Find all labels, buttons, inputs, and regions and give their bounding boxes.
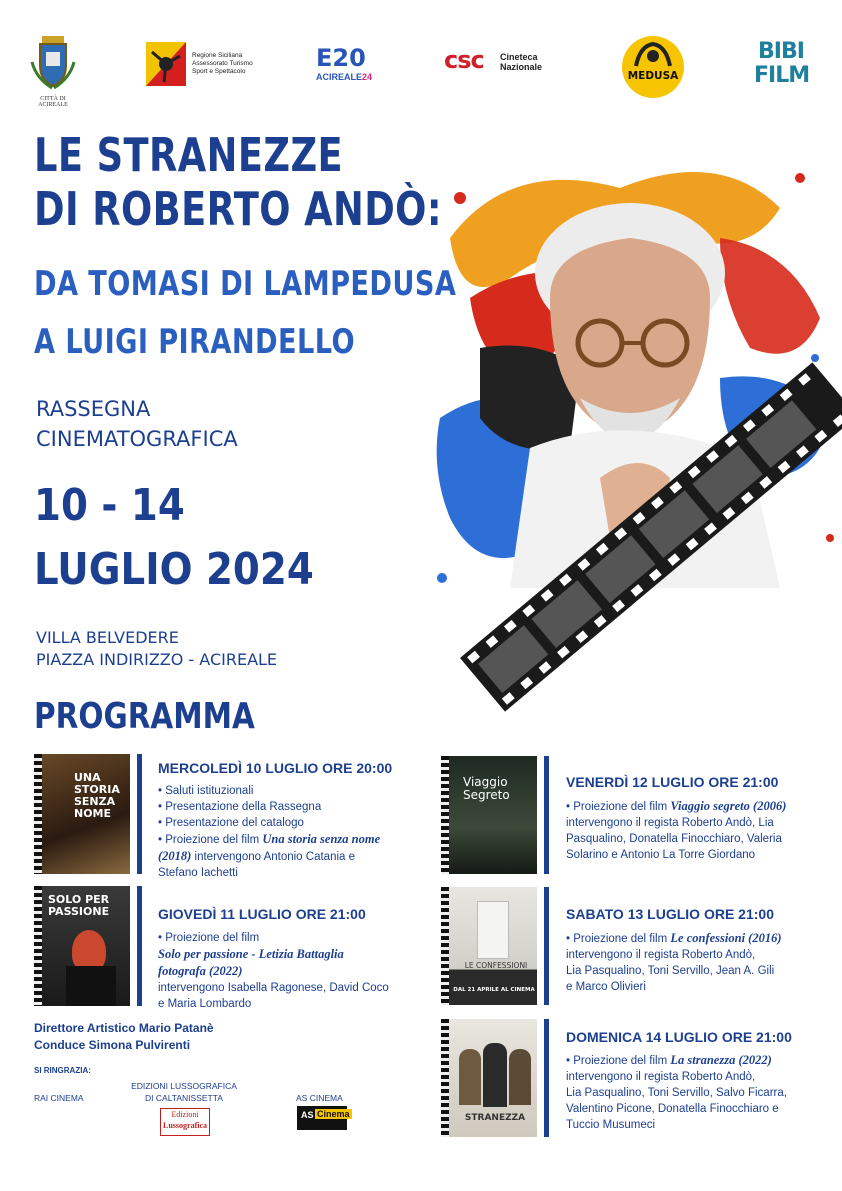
fri-pre: • Proiezione del film bbox=[566, 801, 671, 813]
thanks-edizioni-line-1: EDIZIONI LUSSOGRAFICA bbox=[131, 1081, 237, 1091]
thu-guests-2: e Maria Lombardo bbox=[158, 998, 252, 1010]
venue-line-2: PIAZZA INDIRIZZO - ACIREALE bbox=[36, 650, 278, 669]
poster-viaggio-segreto bbox=[441, 756, 537, 874]
wed-item-3: • Presentazione del catalogo bbox=[158, 817, 304, 829]
thu-item-1: • Proiezione del film bbox=[158, 932, 260, 944]
edizioni-logo-line-2: Lussografica bbox=[163, 1121, 207, 1130]
city-caption: CITTÀ DI ACIREALE bbox=[38, 96, 68, 108]
csc-logo bbox=[444, 46, 556, 80]
e20-logo bbox=[314, 44, 378, 88]
artistic-director: Direttore Artistico Mario Patanè bbox=[34, 1021, 214, 1035]
sun-guests-2: Lia Pasqualino, Toni Servillo, Salvo Ficarra, bbox=[566, 1087, 787, 1099]
poster-una-storia bbox=[34, 754, 130, 874]
event-body-sun bbox=[566, 1052, 826, 1133]
wed-film-title: Una storia senza nome bbox=[262, 832, 381, 846]
poster-title-una-storia: UNA STORIA SENZA NOME bbox=[74, 771, 120, 820]
wed-item-2: • Presentazione della Rassegna bbox=[158, 801, 322, 813]
event-heading-wed: MERCOLEDÌ 10 LUGLIO ORE 20:00 bbox=[158, 760, 393, 776]
event-heading-thu: GIOVEDÌ 11 LUGLIO ORE 21:00 bbox=[158, 906, 366, 922]
e20-sub: ACIREALE bbox=[316, 72, 363, 82]
venue-line-1: VILLA BELVEDERE bbox=[36, 628, 179, 647]
venue bbox=[36, 627, 277, 671]
poster-title-solo: SOLO PER PASSIONE bbox=[48, 893, 110, 918]
event-bar-sat bbox=[544, 887, 549, 1005]
credits bbox=[34, 1020, 214, 1054]
as-logo-text: AS bbox=[301, 1110, 314, 1120]
thu-film-line-2: fotografa (2022) bbox=[158, 964, 243, 978]
edizioni-logo-line-1: Edizioni bbox=[171, 1110, 199, 1119]
medusa-logo bbox=[622, 36, 684, 98]
poster-banner-confessioni: DAL 21 APRILE AL CINEMA bbox=[453, 987, 535, 993]
poster-title-stranezza: STRANEZZA bbox=[464, 1113, 526, 1123]
event-bar-fri bbox=[544, 756, 549, 874]
poster-title-viaggio: Viaggio Segreto bbox=[463, 775, 510, 802]
wed-item-4-end: Stefano Iachetti bbox=[158, 867, 238, 879]
event-bar-wed bbox=[137, 754, 142, 874]
sat-guests-2: Lia Pasqualino, Toni Servillo, Jean A. Gili bbox=[566, 965, 775, 977]
sun-pre: • Proiezione del film bbox=[566, 1055, 671, 1067]
region-line-3: Sport e Spettacolo bbox=[192, 68, 246, 75]
thanks-edizioni bbox=[120, 1080, 248, 1104]
logo-bar bbox=[0, 28, 842, 108]
as-logo-cinema: Cinema bbox=[317, 1109, 350, 1119]
portrait-artwork bbox=[420, 118, 842, 718]
thu-film-line-1: Solo per passione - Letizia Battaglia bbox=[158, 947, 344, 961]
poster-la-stranezza bbox=[441, 1019, 537, 1137]
e20-main: E20 bbox=[316, 44, 366, 72]
subtitle-line-2: CINEMATOGRAFICA bbox=[36, 427, 238, 451]
wed-film-year: (2018) bbox=[158, 849, 192, 863]
bibi-film-logo bbox=[754, 40, 808, 94]
as-cinema-logo bbox=[297, 1106, 350, 1130]
subtitle-line-1: RASSEGNA bbox=[36, 397, 151, 421]
poster-title-confessioni: LE CONFESSIONI bbox=[464, 961, 528, 970]
sun-guests-4: Tuccio Musumeci bbox=[566, 1119, 656, 1131]
csc-line-2: Nazionale bbox=[500, 62, 543, 72]
region-logo bbox=[146, 42, 256, 90]
event-body-wed bbox=[158, 783, 418, 881]
sun-guests-1: intervengono il regista Roberto Andò, bbox=[566, 1071, 756, 1083]
title-line-4: A LUIGI PIRANDELLO bbox=[34, 322, 355, 362]
bibi-line-1: BIBI bbox=[758, 39, 804, 64]
sun-guests-3: Valentino Picone, Donatella Finocchiaro e bbox=[566, 1103, 779, 1115]
fri-film: Viaggio segreto (2006) bbox=[670, 799, 787, 813]
e20-num: 24 bbox=[362, 72, 373, 82]
event-bar-sun bbox=[544, 1019, 549, 1137]
fri-guests-2: Pasqualino, Donatella Finocchiaro, Valeria bbox=[566, 833, 782, 845]
wed-item-1: • Saluti istituzionali bbox=[158, 785, 254, 797]
title-line-2: DI ROBERTO ANDÒ: bbox=[34, 182, 442, 236]
thanks-as-cinema: AS CINEMA bbox=[296, 1093, 343, 1103]
medusa-text: MEDUSA bbox=[627, 70, 679, 82]
trinacria-icon bbox=[146, 42, 186, 86]
bibi-line-2: FILM bbox=[754, 63, 810, 88]
event-heading-fri: VENERDÌ 12 LUGLIO ORE 21:00 bbox=[566, 774, 779, 790]
event-bar-thu bbox=[137, 886, 142, 1006]
csc-line-1: Cineteca bbox=[500, 52, 538, 62]
sat-guests-1: intervengono il regista Roberto Andò, bbox=[566, 949, 756, 961]
wed-item-4-post: intervengono Antonio Catania e bbox=[191, 851, 356, 863]
fri-guests-3: Solarino e Antonio La Torre Giordano bbox=[566, 849, 756, 861]
sun-film: La stranezza (2022) bbox=[670, 1053, 772, 1067]
sat-guests-3: e Marco Olivieri bbox=[566, 981, 646, 993]
region-line-1: Regione Siciliana bbox=[192, 52, 243, 59]
host: Conduce Simona Pulvirenti bbox=[34, 1038, 191, 1052]
poster-solo-per-passione bbox=[34, 886, 130, 1006]
thu-guests-1: intervengono Isabella Ragonese, David Coco bbox=[158, 982, 389, 994]
event-heading-sun: DOMENICA 14 LUGLIO ORE 21:00 bbox=[566, 1029, 792, 1045]
thanks-rai: RAI CINEMA bbox=[34, 1093, 84, 1103]
festival-dates bbox=[34, 474, 314, 602]
event-body-fri bbox=[566, 798, 826, 863]
wed-item-4-pre: • Proiezione del film bbox=[158, 834, 263, 846]
event-body-sat bbox=[566, 930, 826, 995]
dates-line-1: 10 - 14 bbox=[34, 480, 185, 531]
csc-mark: csc bbox=[444, 46, 484, 74]
sat-pre: • Proiezione del film bbox=[566, 933, 671, 945]
fri-guests-1: intervengono il regista Roberto Andò, Lia bbox=[566, 817, 774, 829]
poster-le-confessioni bbox=[441, 887, 537, 1005]
title-line-3: DA TOMASI DI LAMPEDUSA bbox=[34, 264, 457, 304]
thanks-heading: SI RINGRAZIA: bbox=[34, 1066, 91, 1075]
edizioni-lussografica-logo bbox=[160, 1108, 210, 1136]
event-heading-sat: SABATO 13 LUGLIO ORE 21:00 bbox=[566, 906, 774, 922]
city-crest-logo bbox=[28, 32, 78, 108]
event-body-thu bbox=[158, 930, 428, 1012]
title-line-1: LE STRANEZZE bbox=[34, 128, 344, 182]
sat-film: Le confessioni (2016) bbox=[670, 931, 782, 945]
region-line-2: Assessorato Turismo bbox=[192, 60, 253, 67]
dates-line-2: LUGLIO 2024 bbox=[34, 544, 314, 595]
subtitle bbox=[36, 394, 238, 454]
program-heading: PROGRAMMA bbox=[34, 696, 255, 737]
thanks-edizioni-line-2: DI CALTANISSETTA bbox=[145, 1093, 223, 1103]
crest-icon bbox=[28, 32, 78, 92]
medusa-head-icon bbox=[622, 40, 684, 70]
